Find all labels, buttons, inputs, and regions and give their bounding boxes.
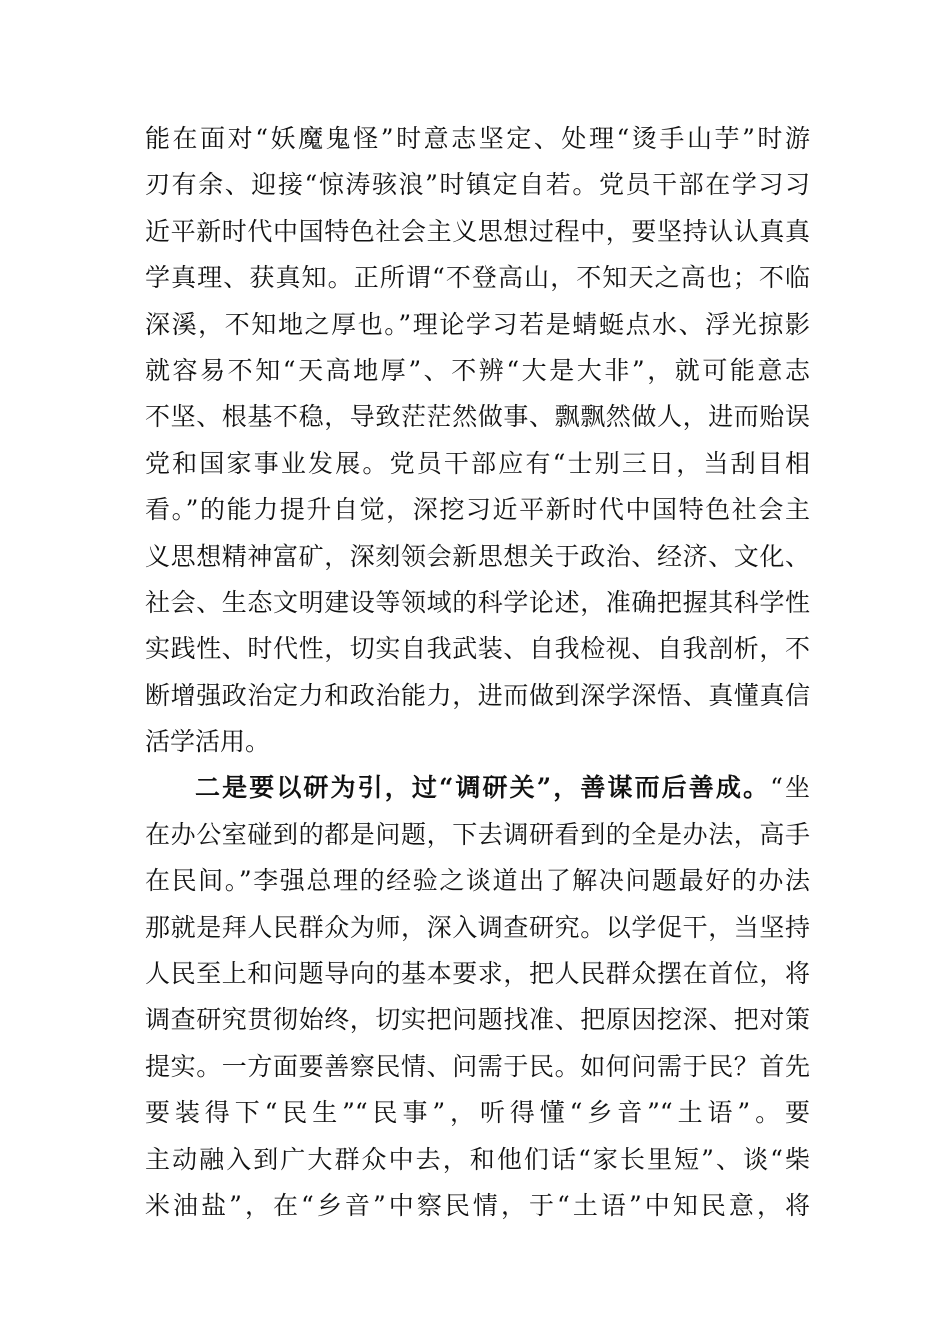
paragraph-heading-line [145,765,810,811]
text-line: 人民至上和问题导向的基本要求，把人民群众摆在首位，将 [145,959,810,989]
text-line: 要装得下“民生”“民事”，听得懂“乡音”“土语”。要 [145,1098,810,1128]
heading-line-continuation: “坐 [770,773,810,803]
text-line: 社会、生态文明建设等领域的科学论述，准确把握其科学性 [145,587,810,617]
paragraph-2 [145,765,810,1229]
text-line: 深溪，不知地之厚也。”理论学习若是蜻蜓点水、浮光掠影 [145,309,810,339]
paragraph-1 [145,116,810,765]
text-line: 刃有余、迎接“惊涛骇浪”时镇定自若。党员干部在学习习 [145,170,810,200]
text-line: 义思想精神富矿，深刻领会新思想关于政治、经济、文化、 [145,541,810,571]
paragraph-heading: 二是要以研为引，过“调研关”，善谋而后善成。 [195,773,771,803]
text-line: 党和国家事业发展。党员干部应有“士别三日，当刮目相 [145,448,810,478]
body-text [145,116,810,1229]
text-line: 近平新时代中国特色社会主义思想过程中，要坚持认认真真 [145,216,810,246]
text-line: 看。”的能力提升自觉，深挖习近平新时代中国特色社会主 [145,495,810,525]
text-line: 在民间。”李强总理的经验之谈道出了解决问题最好的办法 [145,866,810,896]
text-line: 能在面对“妖魔鬼怪”时意志坚定、处理“烫手山芋”时游 [145,124,810,153]
text-line: 就容易不知“天高地厚”、不辨“大是大非”，就可能意志 [145,355,810,385]
text-line: 调查研究贯彻始终，切实把问题找准、把原因挖深、把对策 [145,1005,810,1035]
text-line: 提实。一方面要善察民情、问需于民。如何问需于民？首先 [145,1051,810,1081]
text-line: 那就是拜人民群众为师，深入调查研究。以学促干，当坚持 [145,912,810,942]
text-line: 不坚、根基不稳，导致茫茫然做事、飘飘然做人，进而贻误 [145,402,810,432]
text-line: 断增强政治定力和政治能力，进而做到深学深悟、真懂真信 [145,680,810,710]
text-line: 在办公室碰到的都是问题，下去调研看到的全是办法，高手 [145,819,810,849]
text-line: 米油盐”，在“乡音”中察民情，于“土语”中知民意，将 [145,1190,810,1220]
text-line: 活学活用。 [145,727,271,757]
text-line: 主动融入到广大群众中去，和他们话“家长里短”、谈“柴 [145,1144,810,1174]
text-line: 实践性、时代性，切实自我武装、自我检视、自我剖析，不 [145,634,810,664]
text-line: 学真理、获真知。正所谓“不登高山，不知天之高也；不临 [145,263,810,293]
